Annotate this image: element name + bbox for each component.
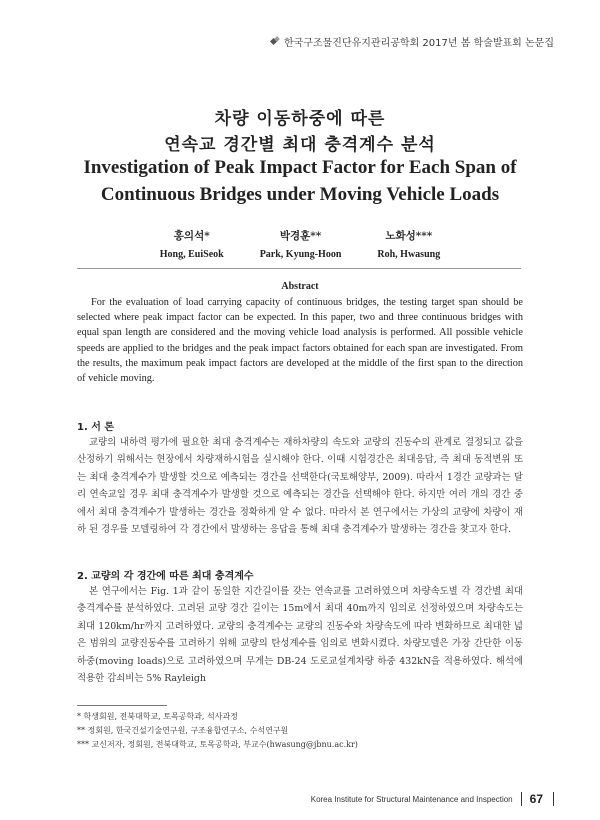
footer-bar xyxy=(553,792,554,806)
author-2 xyxy=(260,228,342,260)
page-number: 67 xyxy=(529,792,543,806)
footnotes xyxy=(77,710,358,752)
section-2-heading: 2. 교량의 각 경간에 따른 최대 충격계수 xyxy=(77,571,254,582)
divider xyxy=(77,268,521,269)
section-2-text: 본 연구에서는 Fig. 1과 같이 동일한 지간길이를 갖는 연속교를 고려하였으며 차량속도별 각 경간별 최대 충격계수를 분석하였다. 고려된 교량 경간 길이는 15m에서 최대 40m까지 임의로 선정하였으며 차량속도는 최대 120km/hr까지 고려하였다. 교량의 충격계수는 교량의 진동수와 차량속도에 따라 변화하므로 최대한 넓은 범위의 교량진동수를 고려하기 위해 교량의 탄성계수를 임의로 변화시켰다. 차량모델은 가장 간단한 이동하중(moving loads)으로 고려하였으며 무게는 DB-24 도로교설계차량 하중 432kN을 적용하였다. 해석에 적용한 감쇠비는 5% Rayleigh xyxy=(77,586,523,685)
footnote-1: * 학생회원, 전북대학교, 토목공학과, 석사과정 xyxy=(77,712,238,721)
author-name-en: Park, Kyung-Hoon xyxy=(259,249,342,260)
footer-separator xyxy=(521,792,522,806)
korean-title-line-1: 차량 이동하중에 따른 xyxy=(214,109,386,129)
english-title-line-2: Continuous Bridges under Moving Vehicle Loads xyxy=(100,184,500,205)
abstract-text: For the evaluation of load carrying capacity of continuous bridges, the testing target span should be selected where peak impact factor can be expected. In this paper, two and three continuous bridges with equal span length are considered and the moving vehicle load analysis is performed. All possible vehicle speeds are applied to the bridges and the peak impact factors obtained for each span are investigated. From the results, the maximum peak impact factors are developed at the middle of the first span to the direction of vehicle moving. xyxy=(77,297,523,385)
korean-title-line-2: 연속교 경간별 최대 충격계수 분석 xyxy=(164,135,436,155)
author-list xyxy=(0,228,600,260)
author-3 xyxy=(377,228,440,260)
author-name-ko: 홍의석* xyxy=(173,230,210,242)
bullet-diamond-icon xyxy=(271,37,280,46)
page-footer xyxy=(311,792,554,806)
author-name-en: Hong, EuiSeok xyxy=(159,249,224,260)
footnote-2: ** 정회원, 한국건설기술연구원, 구조융합연구소, 수석연구원 xyxy=(77,726,289,735)
section-1-text: 교량의 내하력 평가에 필요한 최대 충격계수는 재하차량의 속도와 교량의 진동수의 관계로 결정되고 값을 산정하기 위해서는 현장에서 차량재하시험을 실시해야 한다. 이때 시험경간은 최대응답, 즉 최대 동적변위 또는 최대 충격계수가 발생할 것으로 예측되는 경간을 선택한다(국토해양부, 2009). 따라서 1경간 교량과는 달리 연속교일 경우 최대 충격계수가 발생할 것으로 예측되는 경간을 선택해야 한다. 하지만 여러 개의 경간 중에서 최대 충격계수가 발생하는 경간을 정확하게 알 수 없다. 따라서 본 연구에서는 가상의 교량에 차량이 재하 된 경우를 모델링하여 각 경간에서 발생하는 응답을 통해 최대 충격계수가 발생하는 경간을 찾고자 한다. xyxy=(77,437,523,536)
author-name-ko: 박경훈** xyxy=(279,230,322,242)
author-name-en: Roh, Hwasung xyxy=(377,249,441,260)
section-1-heading: 1. 서 론 xyxy=(77,422,115,433)
author-1 xyxy=(160,228,224,260)
abstract-heading: Abstract xyxy=(281,281,319,292)
footer-institute: Korea Institute for Structural Maintenance and Inspection xyxy=(310,794,513,804)
footnote-divider xyxy=(77,705,167,706)
author-name-ko: 노화성*** xyxy=(385,230,433,242)
english-title-line-1: Investigation of Peak Impact Factor for Each Span of xyxy=(83,157,517,178)
footnote-3: *** 교신저자, 정회원, 전북대학교, 토목공학과, 부교수(hwasung@jbnu.ac.kr) xyxy=(77,740,358,749)
running-header xyxy=(271,34,554,49)
header-text: 한국구조물진단유지관리공학회 2017년 봄 학술발표회 논문집 xyxy=(283,38,554,49)
